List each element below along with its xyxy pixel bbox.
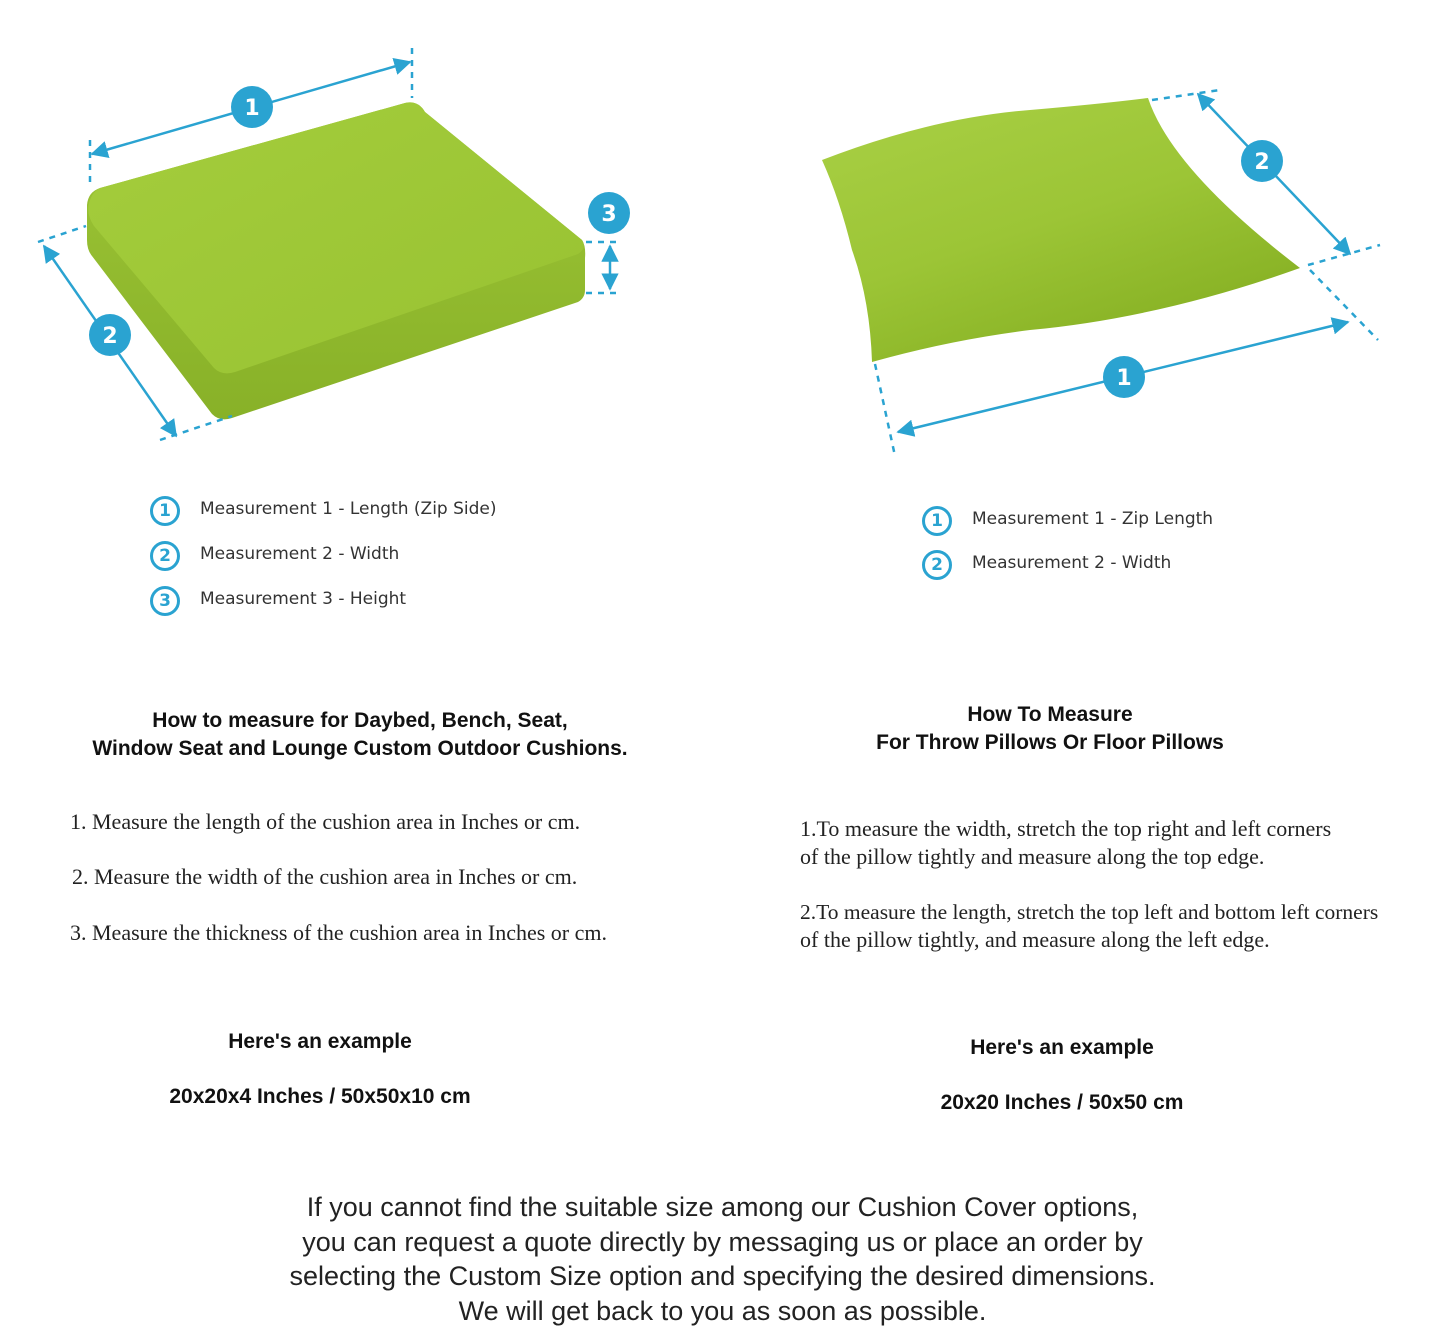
pillow-illustration	[780, 0, 1400, 470]
pillow-step-1-line-1: 1.To measure the width, stretch the top right and left corners	[800, 816, 1332, 841]
cushion-marker-2-label: 2	[102, 324, 118, 349]
cushion-step-1: 1. Measure the length of the cushion area in Inches or cm.	[70, 809, 581, 834]
cushion-marker-1-label: 1	[244, 96, 260, 121]
cushion-step-3: 3. Measure the thickness of the cushion area in Inches or cm.	[70, 920, 607, 945]
pillow-heading	[760, 701, 1340, 757]
cushion-marker-3-label: 3	[601, 202, 617, 227]
legend-number: 1	[931, 511, 943, 531]
cushion-dimension-3	[586, 242, 622, 293]
legend-label: Measurement 3 - Height	[200, 589, 407, 609]
pillow-step-2-line-2: of the pillow tightly, and measure along the left edge.	[800, 927, 1270, 952]
pillow-heading-line-2: For Throw Pillows Or Floor Pillows	[876, 731, 1224, 754]
pillow-example-value: 20x20 Inches / 50x50 cm	[940, 1091, 1184, 1114]
pillow-shape	[822, 98, 1300, 362]
cushion-heading	[20, 707, 700, 763]
pillow-marker-2	[1241, 140, 1283, 182]
pillow-heading-line-1: How To Measure	[967, 703, 1133, 726]
custom-size-note-line-1: If you cannot find the suitable size among our Cushion Cover options,	[306, 1192, 1139, 1222]
legend-number: 1	[159, 501, 171, 521]
pillow-example-title: Here's an example	[970, 1036, 1154, 1059]
custom-size-note-line-2: you can request a quote directly by messaging us or place an order by	[302, 1226, 1143, 1257]
cushion-heading-line-1: How to measure for Daybed, Bench, Seat,	[152, 709, 568, 732]
legend-label: Measurement 2 - Width	[972, 553, 1172, 573]
cushion-marker-3	[588, 192, 630, 234]
cushion-illustration	[0, 0, 700, 470]
custom-size-note-line-4: We will get back to you as soon as possible.	[458, 1295, 987, 1326]
pillow-step-1-line-2: of the pillow tightly and measure along the top edge.	[800, 844, 1265, 869]
cushion-example-title: Here's an example	[228, 1030, 412, 1053]
pillow-marker-1-label: 1	[1116, 366, 1132, 391]
legend-label: Measurement 1 - Length (Zip Side)	[200, 499, 497, 519]
pillow-step-2-line-1: 2.To measure the length, stretch the top left and bottom left corners	[800, 900, 1379, 924]
cushion-step-2: 2. Measure the width of the cushion area in Inches or cm.	[72, 864, 578, 889]
pillow-marker-1	[1103, 356, 1145, 398]
cushion-example-value: 20x20x4 Inches / 50x50x10 cm	[169, 1085, 471, 1108]
custom-size-note-line-3: selecting the Custom Size option and specifying the desired dimensions.	[289, 1261, 1156, 1291]
legend-number: 2	[159, 546, 171, 566]
cushion-shape	[87, 102, 585, 419]
cushion-marker-1	[231, 86, 273, 128]
legend-number: 2	[931, 555, 943, 575]
legend-label: Measurement 2 - Width	[200, 544, 400, 564]
custom-size-note	[150, 1190, 1295, 1328]
legend-number: 3	[159, 591, 171, 611]
legend-label: Measurement 1 - Zip Length	[972, 509, 1214, 529]
pillow-marker-2-label: 2	[1254, 150, 1270, 175]
cushion-heading-line-2: Window Seat and Lounge Custom Outdoor Cushions.	[92, 737, 628, 760]
cushion-marker-2	[89, 314, 131, 356]
